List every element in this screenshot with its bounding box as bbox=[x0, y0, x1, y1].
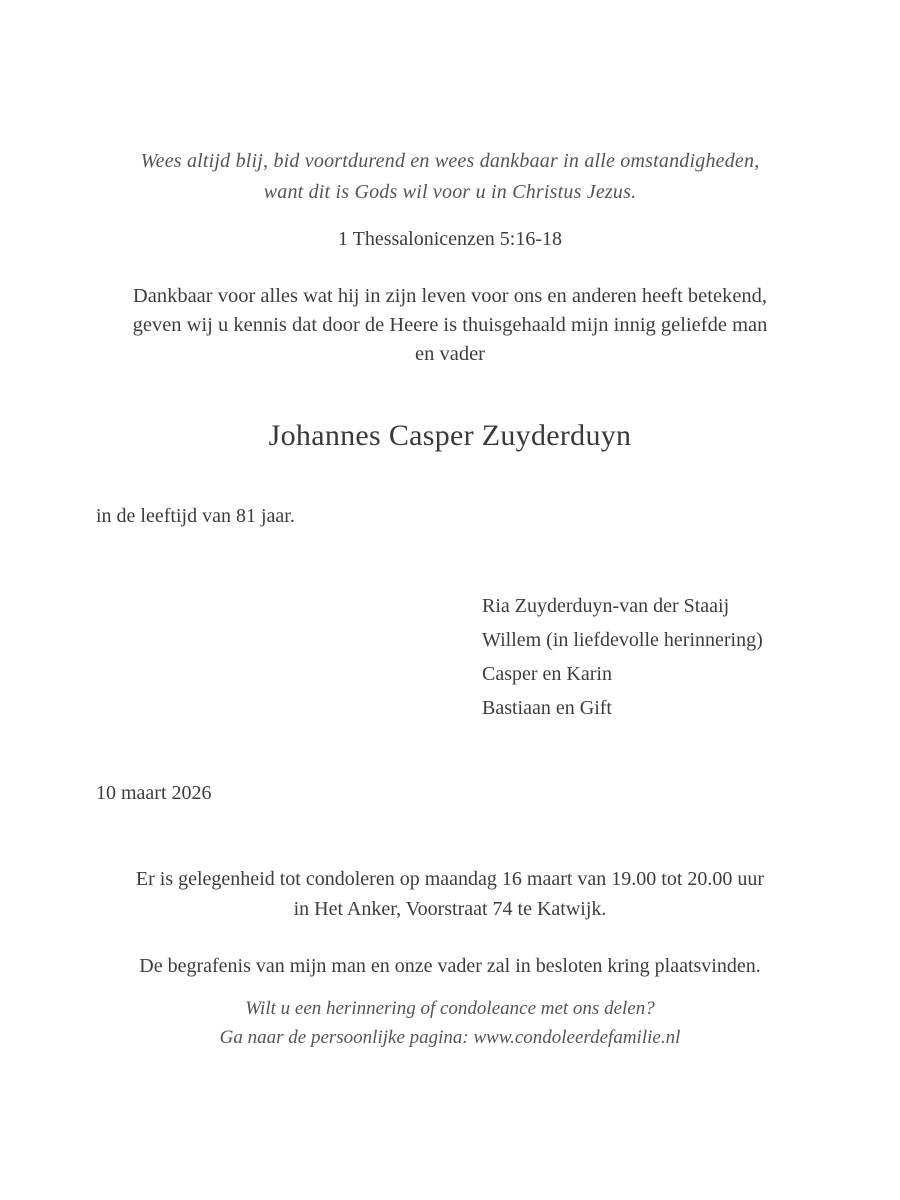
online-line-1: Wilt u een herinnering of condoleance met ons delen? bbox=[245, 998, 655, 1019]
bible-verse-line-2: want dit is Gods wil voor u in Christus Jezus. bbox=[263, 181, 637, 203]
bible-verse bbox=[0, 146, 900, 208]
announcement-line-1: Dankbaar voor alles wat hij in zijn leven voor ons en anderen heeft betekend, bbox=[132, 285, 768, 307]
announcement-line-2: geven wij u kennis dat door de Heere is thuisgehaald mijn innig geliefde man bbox=[132, 314, 768, 336]
announcement-text bbox=[0, 282, 900, 369]
condolence-line-2: in Het Anker, Voorstraat 74 te Katwijk. bbox=[293, 898, 607, 920]
bible-verse-line-1: Wees altijd blij, bid voortdurend en wees dankbaar in alle omstandigheden, bbox=[140, 150, 760, 172]
bible-verse-reference: 1 Thessalonicenzen 5:16-18 bbox=[337, 228, 562, 250]
condolence-line-1: Er is gelegenheid tot condoleren op maandag 16 maart van 19.00 tot 20.00 uur bbox=[135, 868, 765, 890]
age-text: in de leeftijd van 81 jaar. bbox=[96, 505, 295, 527]
family-members bbox=[482, 589, 763, 725]
condolence-info bbox=[0, 864, 900, 924]
family-member: Bastiaan en Gift bbox=[482, 697, 612, 719]
announcement-line-3: en vader bbox=[415, 343, 485, 365]
online-line-2: Ga naar de persoonlijke pagina: www.condoleerdefamilie.nl bbox=[219, 1027, 681, 1048]
online-condolence-info bbox=[0, 994, 900, 1052]
family-member: Willem (in liefdevolle herinnering) bbox=[482, 629, 763, 651]
funeral-info: De begrafenis van mijn man en onze vader zal in besloten kring plaatsvinden. bbox=[139, 955, 761, 977]
family-member: Casper en Karin bbox=[482, 663, 612, 685]
deceased-name: Johannes Casper Zuyderduyn bbox=[268, 419, 632, 452]
notice-date: 10 maart 2026 bbox=[96, 782, 212, 804]
family-member: Ria Zuyderduyn-van der Staaij bbox=[482, 595, 730, 617]
